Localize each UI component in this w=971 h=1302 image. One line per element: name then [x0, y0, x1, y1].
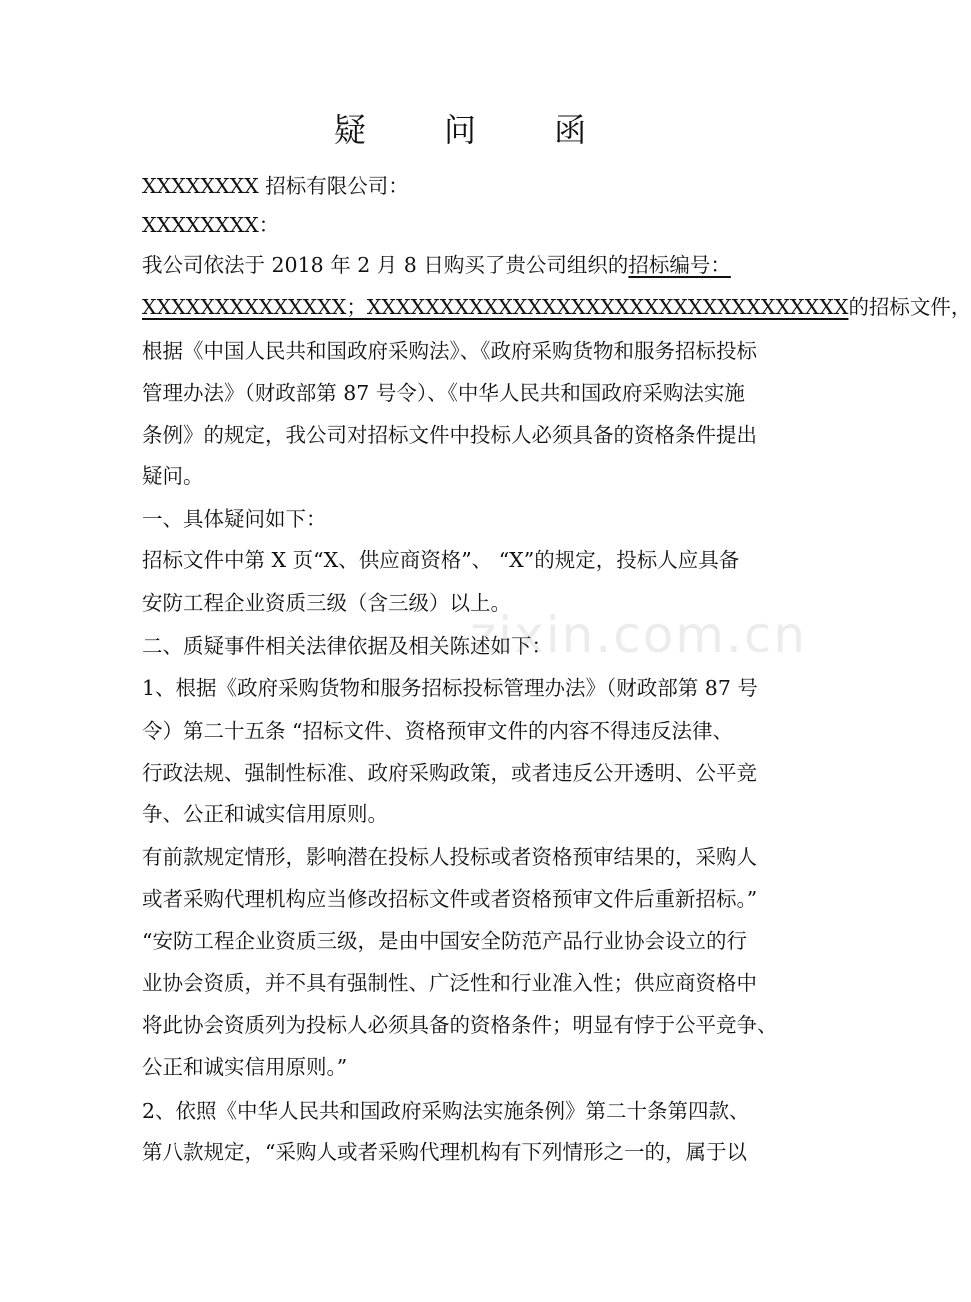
line-text: “安防工程企业资质三级，是由中国安全防范产品行业协会设立的行	[142, 929, 747, 953]
body-line	[142, 1052, 792, 1082]
body-line	[142, 336, 792, 366]
body-line	[142, 378, 792, 408]
watermark: zixin.com.cn	[470, 606, 808, 664]
line-text: 第八款规定，“采购人或者采购代理机构有下列情形之一的，属于以	[142, 1140, 747, 1164]
line-text: XXXXXXXX 招标有限公司：	[142, 174, 409, 198]
body-line	[142, 461, 792, 491]
body-line	[142, 504, 792, 534]
body-line	[142, 171, 792, 201]
line-text: 有前款规定情形，影响潜在投标人投标或者资格预审结果的，采购人	[142, 845, 757, 869]
line-text: 业协会资质，并不具有强制性、广泛性和行业准入性；供应商资格中	[142, 971, 757, 995]
body-line	[142, 210, 792, 240]
line-text: 根据《中国人民共和国政府采购法》、《政府采购货物和服务招标投标	[142, 339, 757, 363]
line-text: 管理办法》（财政部第 87 号令）、《中华人民共和国政府采购法实施	[142, 381, 745, 405]
body-line	[142, 968, 792, 998]
line-text: 公正和诚实信用原则。”	[142, 1055, 348, 1079]
line-text: 二、质疑事件相关法律依据及相关陈述如下：	[142, 634, 552, 658]
line-text: 一、具体疑问如下：	[142, 507, 327, 531]
body-line	[142, 292, 971, 322]
body-line	[142, 1010, 792, 1040]
body-line	[142, 1096, 792, 1126]
line-text: 行政法规、强制性标准、政府采购政策，或者违反公开透明、公平竞	[142, 761, 757, 785]
line-text: 疑问。	[142, 464, 204, 488]
line-text: 我公司依法于 2018 年 2 月 8 日购买了贵公司组织的	[142, 253, 629, 277]
line-text: 将此协会资质列为投标人必须具备的资格条件；明显有悖于公平竞争、	[142, 1013, 778, 1037]
body-line	[142, 545, 792, 575]
line-text: 2、依照《中华人民共和国政府采购法实施条例》第二十条第四款、	[142, 1099, 750, 1123]
line-text: 1、根据《政府采购货物和服务招标投标管理办法》（财政部第 87 号	[142, 676, 758, 700]
body-line	[142, 250, 792, 280]
document-title: 疑 问 函	[333, 111, 621, 149]
line-text: 或者采购代理机构应当修改招标文件或者资格预审文件后重新招标。”	[142, 887, 758, 911]
line-text: 争、公正和诚实信用原则。	[142, 802, 388, 826]
line-text: 令）第二十五条 “招标文件、资格预审文件的内容不得违反法律、	[142, 719, 733, 743]
body-line	[142, 884, 792, 914]
body-line	[142, 926, 792, 956]
line-text: 的招标文件，	[848, 295, 971, 319]
line-text: 招标文件中第 X 页“X、供应商资格”、 “X”的规定，投标人应具备	[142, 548, 740, 572]
body-line	[142, 842, 792, 872]
body-line	[142, 673, 792, 703]
underlined-text: XXXXXXXXXXXXXX；XXXXXXXXXXXXXXXXXXXXXXXXXXXXXXXXX	[142, 295, 849, 319]
line-text: XXXXXXXX：	[142, 213, 280, 237]
body-line	[142, 420, 792, 450]
body-line	[142, 1137, 792, 1167]
body-line	[142, 799, 792, 829]
line-text: 安防工程企业资质三级（含三级）以上。	[142, 591, 511, 615]
underlined-text: 招标编号：	[628, 253, 731, 277]
body-line	[142, 716, 792, 746]
body-line	[142, 758, 792, 788]
line-text: 条例》的规定，我公司对招标文件中投标人必须具备的资格条件提出	[142, 423, 757, 447]
